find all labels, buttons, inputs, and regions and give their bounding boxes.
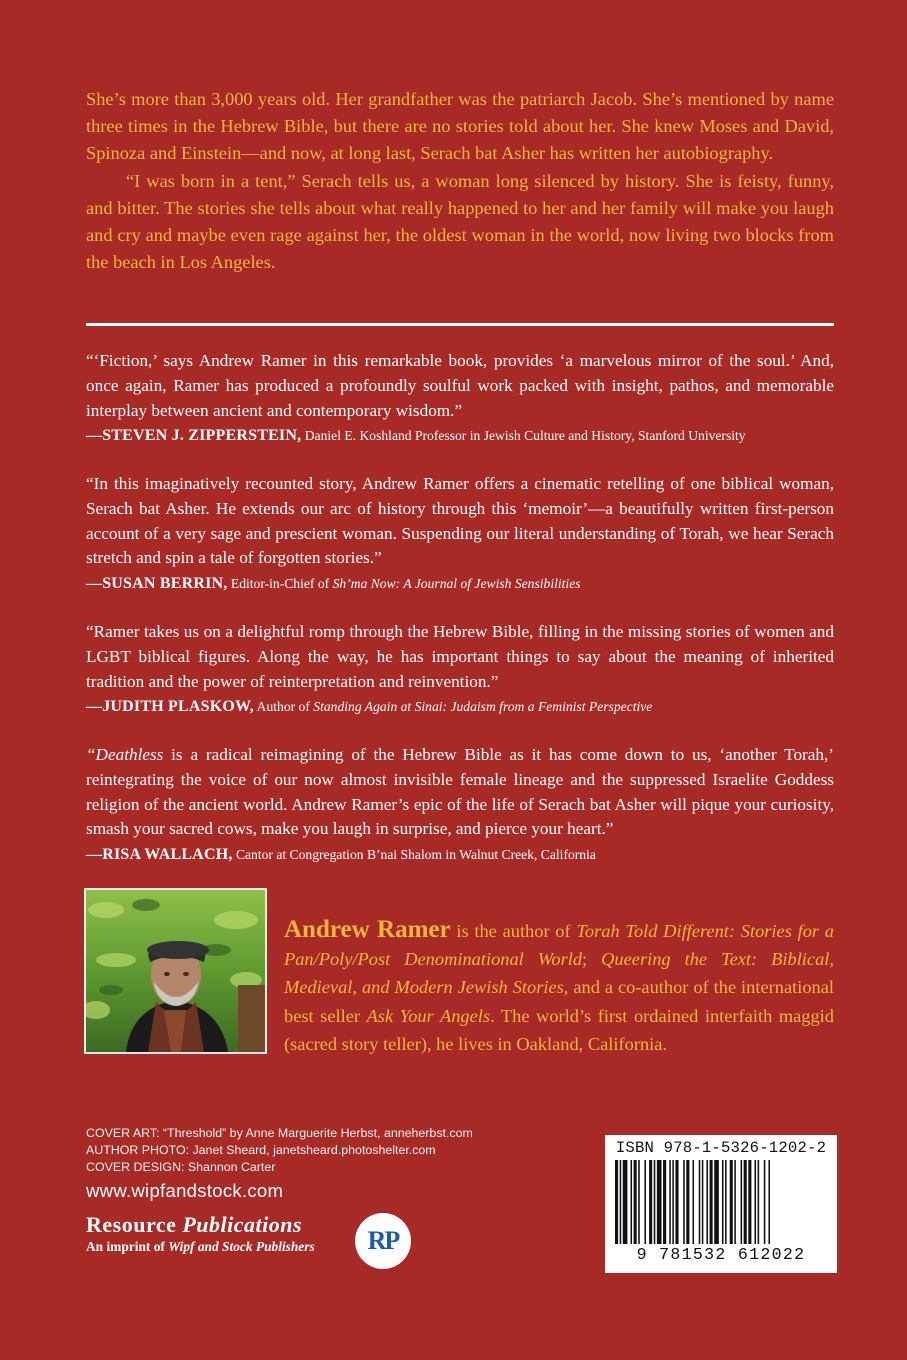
bio-text: , and a co-author of the international best seller [284,977,835,1026]
endorsement-attribution [86,573,834,595]
endorsement-wallach [86,743,834,866]
barcode-bar [657,1160,662,1244]
publisher-imprint [86,1212,315,1255]
barcode-bar [663,1160,666,1244]
barcode-bar [615,1160,618,1244]
publisher-name-italic: Publications [182,1212,303,1237]
barcode-bar [623,1160,628,1244]
credit-cover-art: COVER ART: “Threshold” by Anne Marguerite Herbst, anneherbst.com [86,1126,473,1140]
barcode-bar [741,1160,743,1244]
isbn-barcode [605,1135,837,1273]
endorser-name: —SUSAN BERRIN, [86,575,228,593]
barcode-bar [675,1160,678,1244]
barcode-bar [722,1160,724,1244]
barcode-bar [699,1160,701,1244]
endorsement-attribution [86,425,834,447]
endorser-role: Editor-in-Chief of [230,576,330,592]
barcode-bar [706,1160,708,1244]
publisher-name [86,1212,315,1238]
barcode-bar [683,1160,685,1244]
imprint-prefix: An imprint of [86,1239,169,1254]
barcode-bar [734,1160,736,1244]
cover-credits [86,1125,473,1176]
imprint-line [86,1239,315,1255]
barcode-bar [758,1160,760,1244]
publisher-logo-icon: RP [355,1213,411,1269]
barcode-bar [631,1160,633,1244]
barcode-bar [744,1160,747,1244]
bio-text: is the author of [450,921,577,941]
barcode-bar [693,1160,695,1244]
endorser-role: Cantor at Congregation B’nai Shalom in Walnut Creek, California [235,847,596,863]
endorsement-plaskow [86,620,834,718]
barcode-bar [672,1160,674,1244]
bio-book-3: Ask Your Angels [366,1005,491,1026]
barcode-bar [748,1160,751,1244]
endorser-name: —RISA WALLACH, [86,846,233,864]
isbn-label: ISBN 978-1-5326-1202-2 [615,1139,827,1157]
barcode-bar [768,1160,770,1244]
barcode-bar [649,1160,652,1244]
barcode-bar [620,1160,622,1244]
bio-book-2: Queering the Text: Biblical, Medieval, and Modern Jewish Stories [284,949,834,998]
endorser-role: Daniel E. Koshland Professor in Jewish Culture and History, Stanford University [304,428,746,444]
endorsement-attribution [86,696,834,718]
endorser-name: —STEVEN J. ZIPPERSTEIN, [86,427,302,445]
publisher-website: www.wipfandstock.com [86,1180,284,1201]
barcode-bar [730,1160,733,1244]
author-bio [284,916,834,1058]
endorser-name: —JUDITH PLASKOW, [86,698,254,716]
barcode-bar [644,1160,646,1244]
barcode-bar [634,1160,637,1244]
endorser-role: Author of [256,699,310,715]
imprint-publisher: Wipf and Stock Publishers [168,1239,315,1254]
credit-cover-design: COVER DESIGN: Shannon Carter [86,1160,276,1174]
isbn-digits: 9 781532 612022 [636,1245,806,1264]
bio-book-1: Torah Told Different: Stories for a Pan/Poly/Post Denominational World [284,921,834,970]
book-title: “Deathless [86,745,164,764]
endorsement-body: is a radical reimagining of the Hebrew Bible as it has come down to us, ‘another Torah,’ reintegrating the voice of our now almost invisible female lineage and the suppressed Israelite Goddess religion of the ancient world. Andrew Ramer’s epic of the life of Serach bat Asher will pique your curiosity, smash your sacred cows, make you laugh in surprise, and pierce your heart.” [86,745,834,839]
endorsement-text [86,743,834,842]
barcode-bar [764,1160,766,1244]
blurb-paragraph-2: “I was born in a tent,” Serach tells us, a woman long silenced by history. She is feisty, funny, and bitter. The stories she tells about what really happened to her and her family will make you laugh and cry and maybe even rage against her, the oldest woman in the world, now living two blocks from the beach in Los Angeles. [86,170,834,273]
barcode-bars [611,1160,831,1244]
endorsement-text: “‘Fiction,’ says Andrew Ramer in this remarkable book, provides ‘a marvelous mirror of the soul.’ And, once again, Ramer has produced a profoundly soulful work packed with insight, pathos, and memorable interplay between ancient and contemporary wisdom.” [86,351,834,420]
barcode-bar [686,1160,689,1244]
barcode-bar [669,1160,671,1244]
endorser-publication: Standing Again at Sinai: Judaism from a Feminist Perspective [313,699,653,715]
endorsement-text: “Ramer takes us on a delightful romp through the Hebrew Bible, filling in the missing stories of women and LGBT biblical figures. Along the way, he has important things to say about the meaning of inherited tradition and the power of reinterpretation and reinvention.” [86,622,834,691]
author-name: Andrew Ramer [284,916,451,943]
barcode-bar [638,1160,640,1244]
barcode-bar [725,1160,727,1244]
barcode-bar [702,1160,704,1244]
back-cover-blurb [86,86,834,276]
bio-text: ; [582,949,602,970]
author-portrait-image [86,890,265,1052]
barcode-bar [755,1160,757,1244]
blurb-paragraph-1: She’s more than 3,000 years old. Her grandfather was the patriarch Jacob. She’s mentioned by name three times in the Hebrew Bible, but there are no stories told about her. She knew Moses and David, Spinoza and Einstein—and now, at long last, Serach bat Asher has written her autobiography. [86,89,834,164]
barcode-bar [654,1160,656,1244]
barcode-bar [710,1160,713,1244]
publisher-name-plain: Resource [86,1212,183,1237]
endorsement-attribution [86,844,834,866]
endorsement-zipperstein [86,349,834,447]
barcode-bar [714,1160,719,1244]
bio-text: . The world’s first ordained interfaith maggid (sacred story teller), he lives in Oakland, California. [284,1005,834,1054]
credit-author-photo: AUTHOR PHOTO: Janet Sheard, janetsheard.photoshelter.com [86,1143,436,1157]
author-photo [84,888,267,1054]
endorser-publication: Sh’ma Now: A Journal of Jewish Sensibilities [332,576,581,592]
endorsement-berrin [86,472,834,595]
divider-rule [86,323,834,326]
endorsement-text: “In this imaginatively recounted story, Andrew Ramer offers a cinematic retelling of one biblical woman, Serach bat Asher. He extends our arc of history through this ‘memoir’—a beautifully written first-person account of a very sage and prescient woman. Suspending our literal understanding of Torah, we hear Serach stretch and spin a tale of forgotten stories.” [86,474,834,568]
